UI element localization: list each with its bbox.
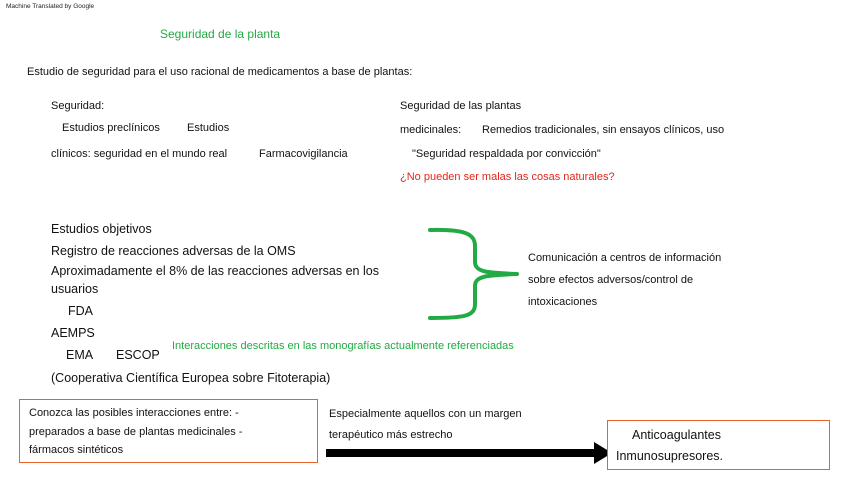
monographs-note: Interacciones descritas en las monografías actualmente referenciadas [172, 340, 514, 352]
immunosuppressants-label: Inmunosupresores. [616, 449, 724, 463]
escop-description: (Cooperativa Científica Europea sobre Fitoterapia) [51, 371, 331, 385]
pharmacovigilance-label: Farmacovigilancia [259, 148, 348, 160]
adverse-percent: Aproximadamente el 8% de las reacciones adversas en los [51, 264, 379, 278]
arrow-right-icon [326, 442, 612, 464]
communication-line-2: sobre efectos adversos/control de [528, 274, 694, 286]
traditional-remedies: Remedios tradicionales, sin ensayos clínicos, uso [482, 124, 725, 136]
interactions-line-2: preparados a base de plantas medicinales - [29, 426, 243, 438]
medicinal-label: medicinales: [400, 124, 462, 136]
conviction-quote: "Seguridad respaldada por convicción" [412, 148, 601, 160]
interactions-box [19, 399, 318, 463]
interactions-line-1: Conozca las posibles interacciones entre: - [29, 407, 239, 419]
safety-label: Seguridad: [51, 100, 105, 112]
curly-brace-icon [425, 226, 525, 322]
arrow-text-line-1: Especialmente aquellos con un margen [329, 408, 522, 420]
natural-question: ¿No pueden ser malas las cosas naturales? [400, 171, 615, 183]
who-registry: Registro de reacciones adversas de la OMS [51, 244, 296, 258]
communication-line-1: Comunicación a centros de información [528, 252, 722, 264]
ema-label: EMA [66, 348, 94, 362]
interactions-line-3: fármacos sintéticos [29, 444, 124, 456]
plant-safety-heading: Seguridad de las plantas [400, 100, 522, 112]
escop-label: ESCOP [116, 348, 160, 362]
users-label: usuarios [51, 282, 99, 296]
fda-label: FDA [68, 304, 93, 318]
objective-studies: Estudios objetivos [51, 222, 152, 236]
anticoagulants-label: Anticoagulantes [632, 428, 721, 442]
page-title: Seguridad de la planta [160, 27, 281, 41]
aemps-label: AEMPS [51, 326, 95, 340]
arrow-text-line-2: terapéutico más estrecho [329, 429, 453, 441]
studies-label: Estudios [187, 122, 230, 134]
drugs-box [607, 420, 830, 470]
preclinical-studies: Estudios preclínicos [62, 122, 160, 134]
communication-line-3: intoxicaciones [528, 296, 598, 308]
intro-text: Estudio de seguridad para el uso racional de medicamentos a base de plantas: [27, 66, 413, 78]
machine-translated-label: Machine Translated by Google [6, 3, 95, 10]
clinical-real-world: clínicos: seguridad en el mundo real [51, 148, 228, 160]
